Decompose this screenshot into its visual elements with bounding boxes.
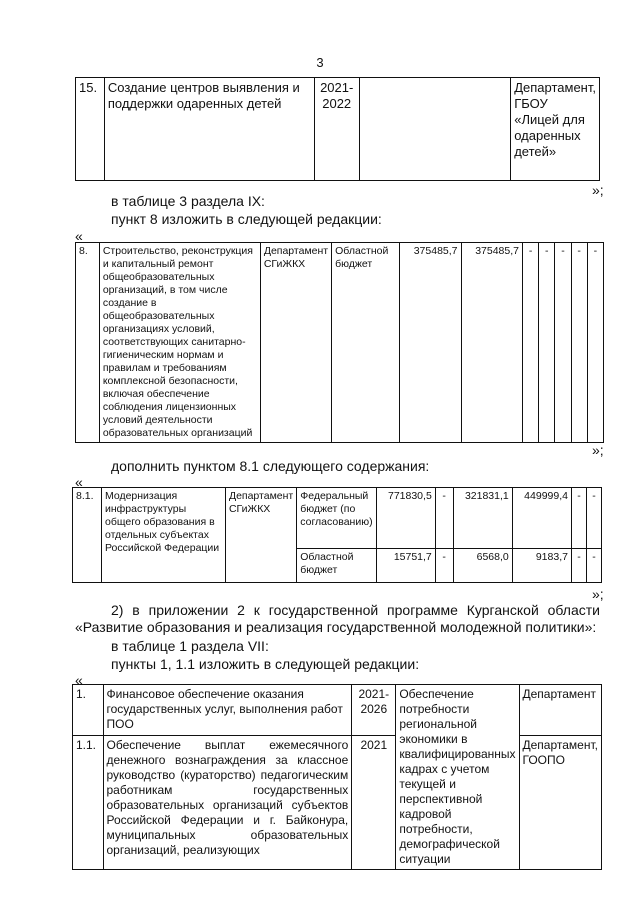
paragraph: в таблице 3 раздела IX: xyxy=(111,193,265,209)
total-amount: 771830,5 xyxy=(376,488,435,549)
closing-quote: »; xyxy=(592,586,604,602)
period: 2021-2026 xyxy=(352,685,396,736)
year-amount: 449999,4 xyxy=(512,488,571,549)
executor: Департамент СГиЖКХ xyxy=(260,243,331,443)
dash-cell: - xyxy=(571,488,586,549)
page-number: 3 xyxy=(316,55,324,70)
executor: Департамент, ГБОУ «Лицей для одаренных детей» xyxy=(511,78,600,181)
row-number: 15. xyxy=(76,78,105,181)
period: 2021-2022 xyxy=(314,78,359,181)
funding-source: Областной бюджет xyxy=(297,549,376,583)
year-amount: 9183,7 xyxy=(512,549,571,583)
closing-quote: »; xyxy=(592,182,604,198)
dash-cell: - xyxy=(571,549,586,583)
dash-cell: - xyxy=(586,488,601,549)
measure-name: Создание центров выявления и поддержки одаренных детей xyxy=(104,78,314,181)
row-number: 8. xyxy=(76,243,100,443)
dash-cell: - xyxy=(587,243,603,443)
dash-cell: - xyxy=(435,549,453,583)
year-amount: 6568,0 xyxy=(453,549,512,583)
executor: Департамент xyxy=(519,685,602,736)
dash-cell: - xyxy=(523,243,539,443)
table-row-15 xyxy=(75,77,600,181)
year-amount: 375485,7 xyxy=(461,243,522,443)
opening-quote: « xyxy=(75,672,83,688)
row-number: 8.1. xyxy=(73,488,102,583)
empty-cell xyxy=(359,78,511,181)
dash-cell: - xyxy=(586,549,601,583)
measure-name: Модернизация инфраструктуры общего образования в отдельных субъектах Российской Федерации xyxy=(101,488,225,583)
executor: Департамент, ГООПО xyxy=(519,736,602,870)
period: 2021 xyxy=(352,736,396,870)
row-number: 1. xyxy=(73,685,104,736)
paragraph: пункт 8 изложить в следующей редакции: xyxy=(111,211,382,227)
total-amount: 15751,7 xyxy=(376,549,435,583)
table-row-8-1 xyxy=(72,487,602,583)
opening-quote: « xyxy=(75,474,83,490)
total-amount: 375485,7 xyxy=(400,243,461,443)
table-row-8 xyxy=(75,242,604,443)
measure-name: Обеспечение выплат ежемесячного денежного вознаграждения за классное руководство (кураторство) педагогическим работникам государственных образовательных организаций субъектов Российской Федерации и г. Байконура, муниципальных образовательных организаций, реализующих xyxy=(103,736,352,870)
year-amount: 321831,1 xyxy=(453,488,512,549)
measure-name: Финансовое обеспечение оказания государственных услуг, выполнения работ ПОО xyxy=(103,685,352,736)
opening-quote: « xyxy=(75,228,83,244)
indicator: Обеспечение потребности региональной экономики в квалифицированных кадрах с учетом текущей и перспективной кадровой потребности, демографической ситуации xyxy=(396,685,519,870)
executor: Департамент СГиЖКХ xyxy=(225,488,296,583)
paragraph: в таблице 1 раздела VII: xyxy=(111,638,269,654)
dash-cell: - xyxy=(555,243,571,443)
funding-source: Областной бюджет xyxy=(332,243,400,443)
table-rows-1-1-1 xyxy=(72,684,602,870)
funding-source: Федеральный бюджет (по согласованию) xyxy=(297,488,376,549)
measure-name: Строительство, реконструкция и капитальный ремонт общеобразовательных организаций, в том числе создание в общеобразовательных организациях условий, соответствующих санитарно-гигиеническим нормам и правилам и требованиям комплексной безопасности, включая обеспечение соблюдения лицензионных условий деятельности образовательных организаций xyxy=(99,243,260,443)
paragraph: 2) в приложении 2 к государственной программе Курганской области «Развитие образования и реализация государственной молодежной политики»: xyxy=(75,602,600,635)
paragraph: дополнить пунктом 8.1 следующего содержания: xyxy=(111,458,430,474)
closing-quote: »; xyxy=(592,442,604,458)
dash-cell: - xyxy=(539,243,555,443)
paragraph: пункты 1, 1.1 изложить в следующей редакции: xyxy=(111,656,420,672)
row-number: 1.1. xyxy=(73,736,104,870)
dash-cell: - xyxy=(571,243,587,443)
dash-cell: - xyxy=(435,488,453,549)
